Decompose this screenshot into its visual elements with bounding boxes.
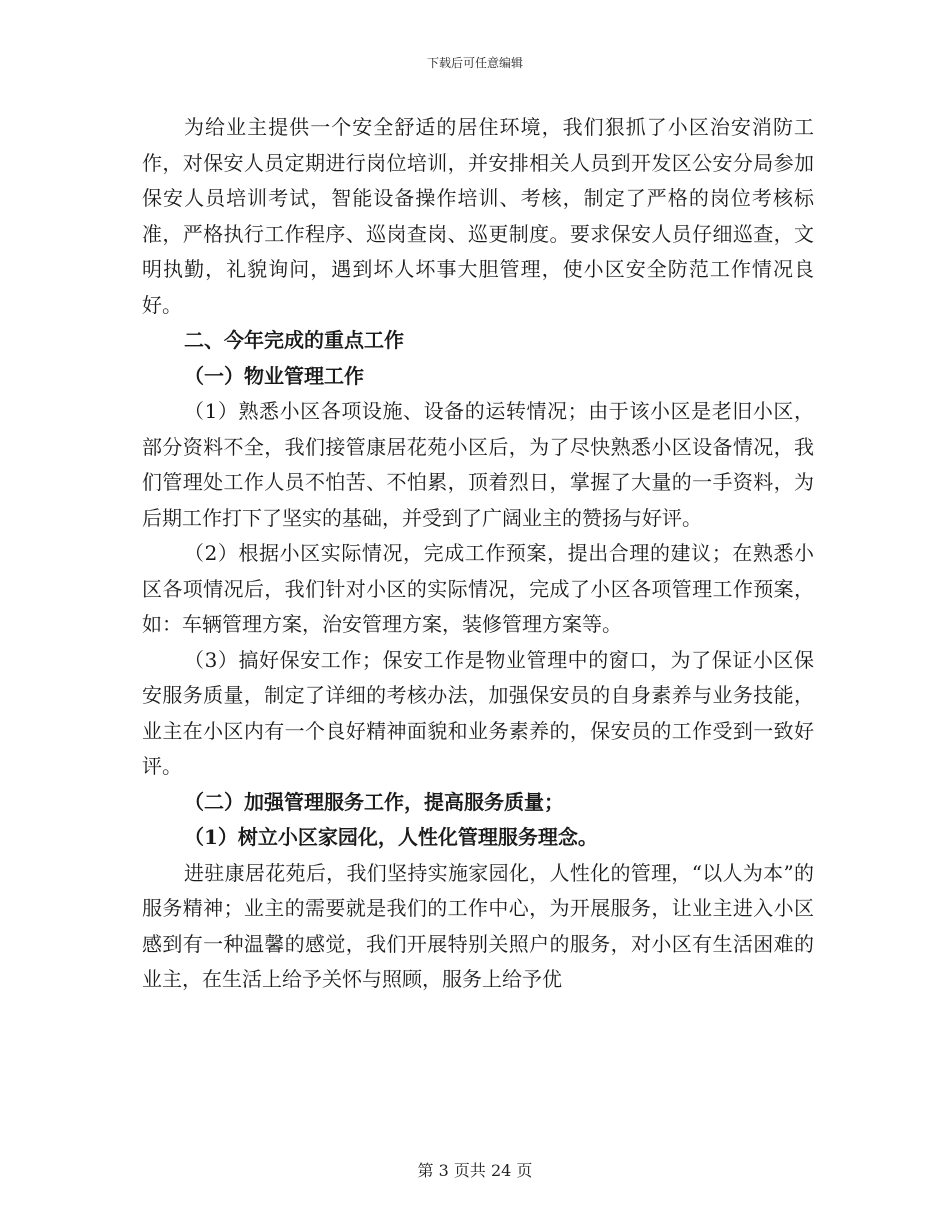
paragraph-item-1: （1）熟悉小区各项设施、设备的运转情况；由于该小区是老旧小区，部分资料不全，我们接管康居花苑小区后，为了尽快熟悉小区设备情况，我们管理处工作人员不怕苦、不怕累，顶着烈日，掌握了大量的一手资料，为后期工作打下了坚实的基础，并受到了广阔业主的赞扬与好评。 <box>142 399 814 530</box>
page-number-footer: 第 3 页共 24 页 <box>417 1161 533 1180</box>
paragraph-item-2: （2）根据小区实际情况，完成工作预案，提出合理的建议；在熟悉小区各项情况后，我们针对小区的实际情况，完成了小区各项管理工作预案，如：车辆管理方案，治安管理方案，装修管理方案等。 <box>142 541 814 636</box>
section-heading-key-work: 二、今年完成的重点工作 <box>184 328 404 352</box>
item-heading-service-concept: （1）树立小区家园化，人性化管理服务理念。 <box>184 825 598 849</box>
subsection-heading-service-quality: （二）加强管理服务工作，提高服务质量； <box>184 789 564 814</box>
paragraph-service-concept: 进驻康居花苑后，我们坚持实施家园化，人性化的管理，“以人为本”的服务精神；业主的需要就是我们的工作中心，为开展服务，让业主进入小区感到有一种温馨的感觉，我们开展特别关照户的服务，对小区有生活困难的业主，在生活上给予关怀与照顾，服务上给予优 <box>142 860 814 991</box>
page-header-note: 下载后可任意编辑 <box>426 56 523 70</box>
paragraph-security-work: 为给业主提供一个安全舒适的居住环境，我们狠抓了小区治安消防工作，对保安人员定期进行岗位培训，并安排相关人员到开发区公安分局参加保安人员培训考试，智能设备操作培训、考核，制定了严格的岗位考核标准，严格执行工作程序、巡岗查岗、巡更制度。要求保安人员仔细巡查，文明执勤，礼貌询问，遇到坏人坏事大胆管理，使小区安全防范工作情况良好。 <box>142 115 814 317</box>
document-body <box>142 110 814 998</box>
paragraph-item-3: （3）搞好保安工作；保安工作是物业管理中的窗口，为了保证小区保安服务质量，制定了详细的考核办法，加强保安员的自身素养与业务技能，业主在小区内有一个良好精神面貌和业务素养的，保安员的工作受到一致好评。 <box>142 647 814 778</box>
subsection-heading-property-management: （一）物业管理工作 <box>184 363 364 388</box>
